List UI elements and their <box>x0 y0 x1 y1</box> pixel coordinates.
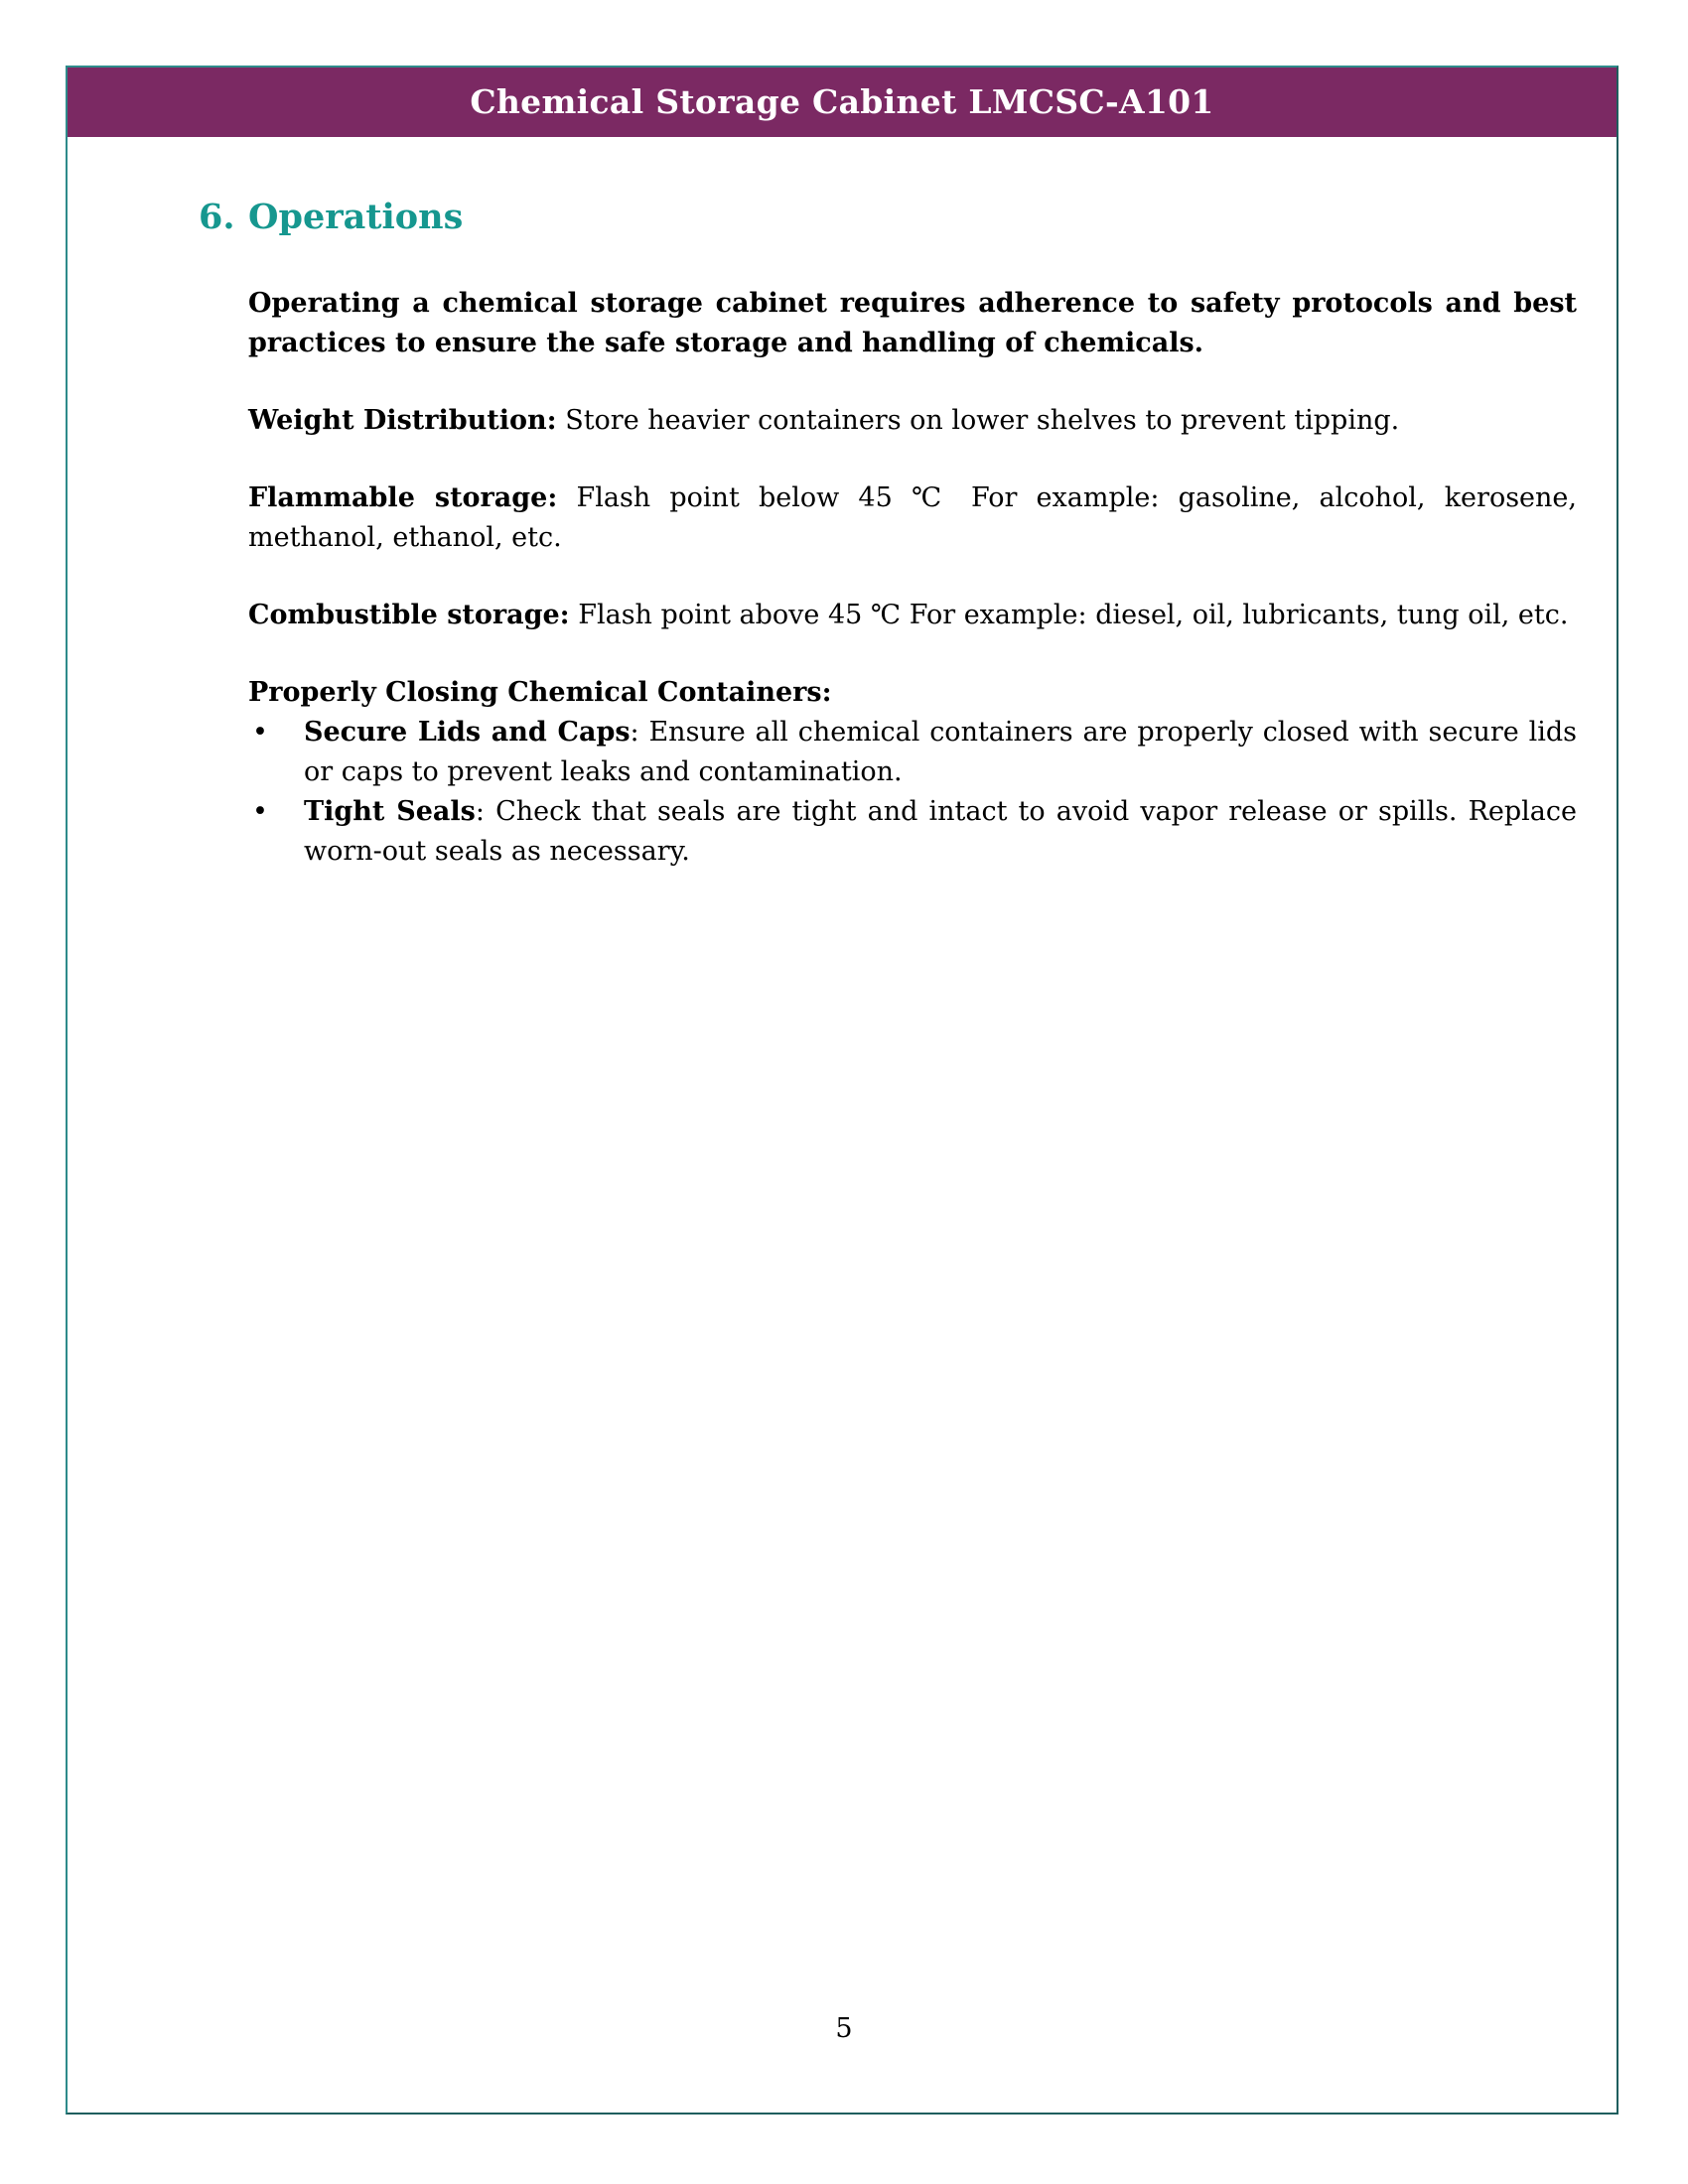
flammable-storage-paragraph <box>248 478 1577 558</box>
list-item-text: : Check that seals are tight and intact to avoid vapor release or spills. Replace worn-out seals as necessary. <box>304 796 1577 867</box>
paragraph-text: Flash point above 45 ℃ For example: diesel, oil, lubricants, tung oil, etc. <box>569 600 1569 630</box>
section-heading <box>199 197 463 237</box>
weight-distribution-paragraph <box>248 401 1577 441</box>
intro-paragraph: Operating a chemical storage cabinet requires adherence to safety protocols and best practices to ensure the safe storage and handling of chemicals. <box>248 288 1577 358</box>
list-heading: Properly Closing Chemical Containers: <box>248 677 832 708</box>
combustible-storage-paragraph <box>248 596 1577 635</box>
bullet-icon: • <box>252 796 268 827</box>
page-number: 5 <box>835 2013 853 2044</box>
bullet-icon: • <box>252 717 268 748</box>
paragraph-label: Weight Distribution: <box>248 405 557 436</box>
paragraph-text: Store heavier containers on lower shelves to prevent tipping. <box>556 405 1400 436</box>
list-item-label: Secure Lids and Caps <box>304 717 631 748</box>
document-title: Chemical Storage Cabinet LMCSC-A101 <box>470 82 1214 121</box>
paragraph-text: Flash point below 45 ℃ For example: gasoline, alcohol, kerosene, methanol, ethanol, etc. <box>248 482 1577 553</box>
list-item-label: Tight Seals <box>304 796 476 827</box>
document-header <box>68 68 1617 137</box>
section-body <box>248 284 1577 872</box>
section-number: 6. <box>199 197 235 237</box>
list-item <box>248 792 1577 872</box>
list-item <box>248 713 1577 792</box>
list-item-text: : Ensure all chemical containers are properly closed with secure lids or caps to prevent leaks and contamination. <box>304 717 1577 787</box>
paragraph-label: Flammable storage: <box>248 482 558 513</box>
bullet-list <box>248 713 1577 872</box>
section-title: Operations <box>248 197 464 237</box>
paragraph-label: Combustible storage: <box>248 600 570 630</box>
